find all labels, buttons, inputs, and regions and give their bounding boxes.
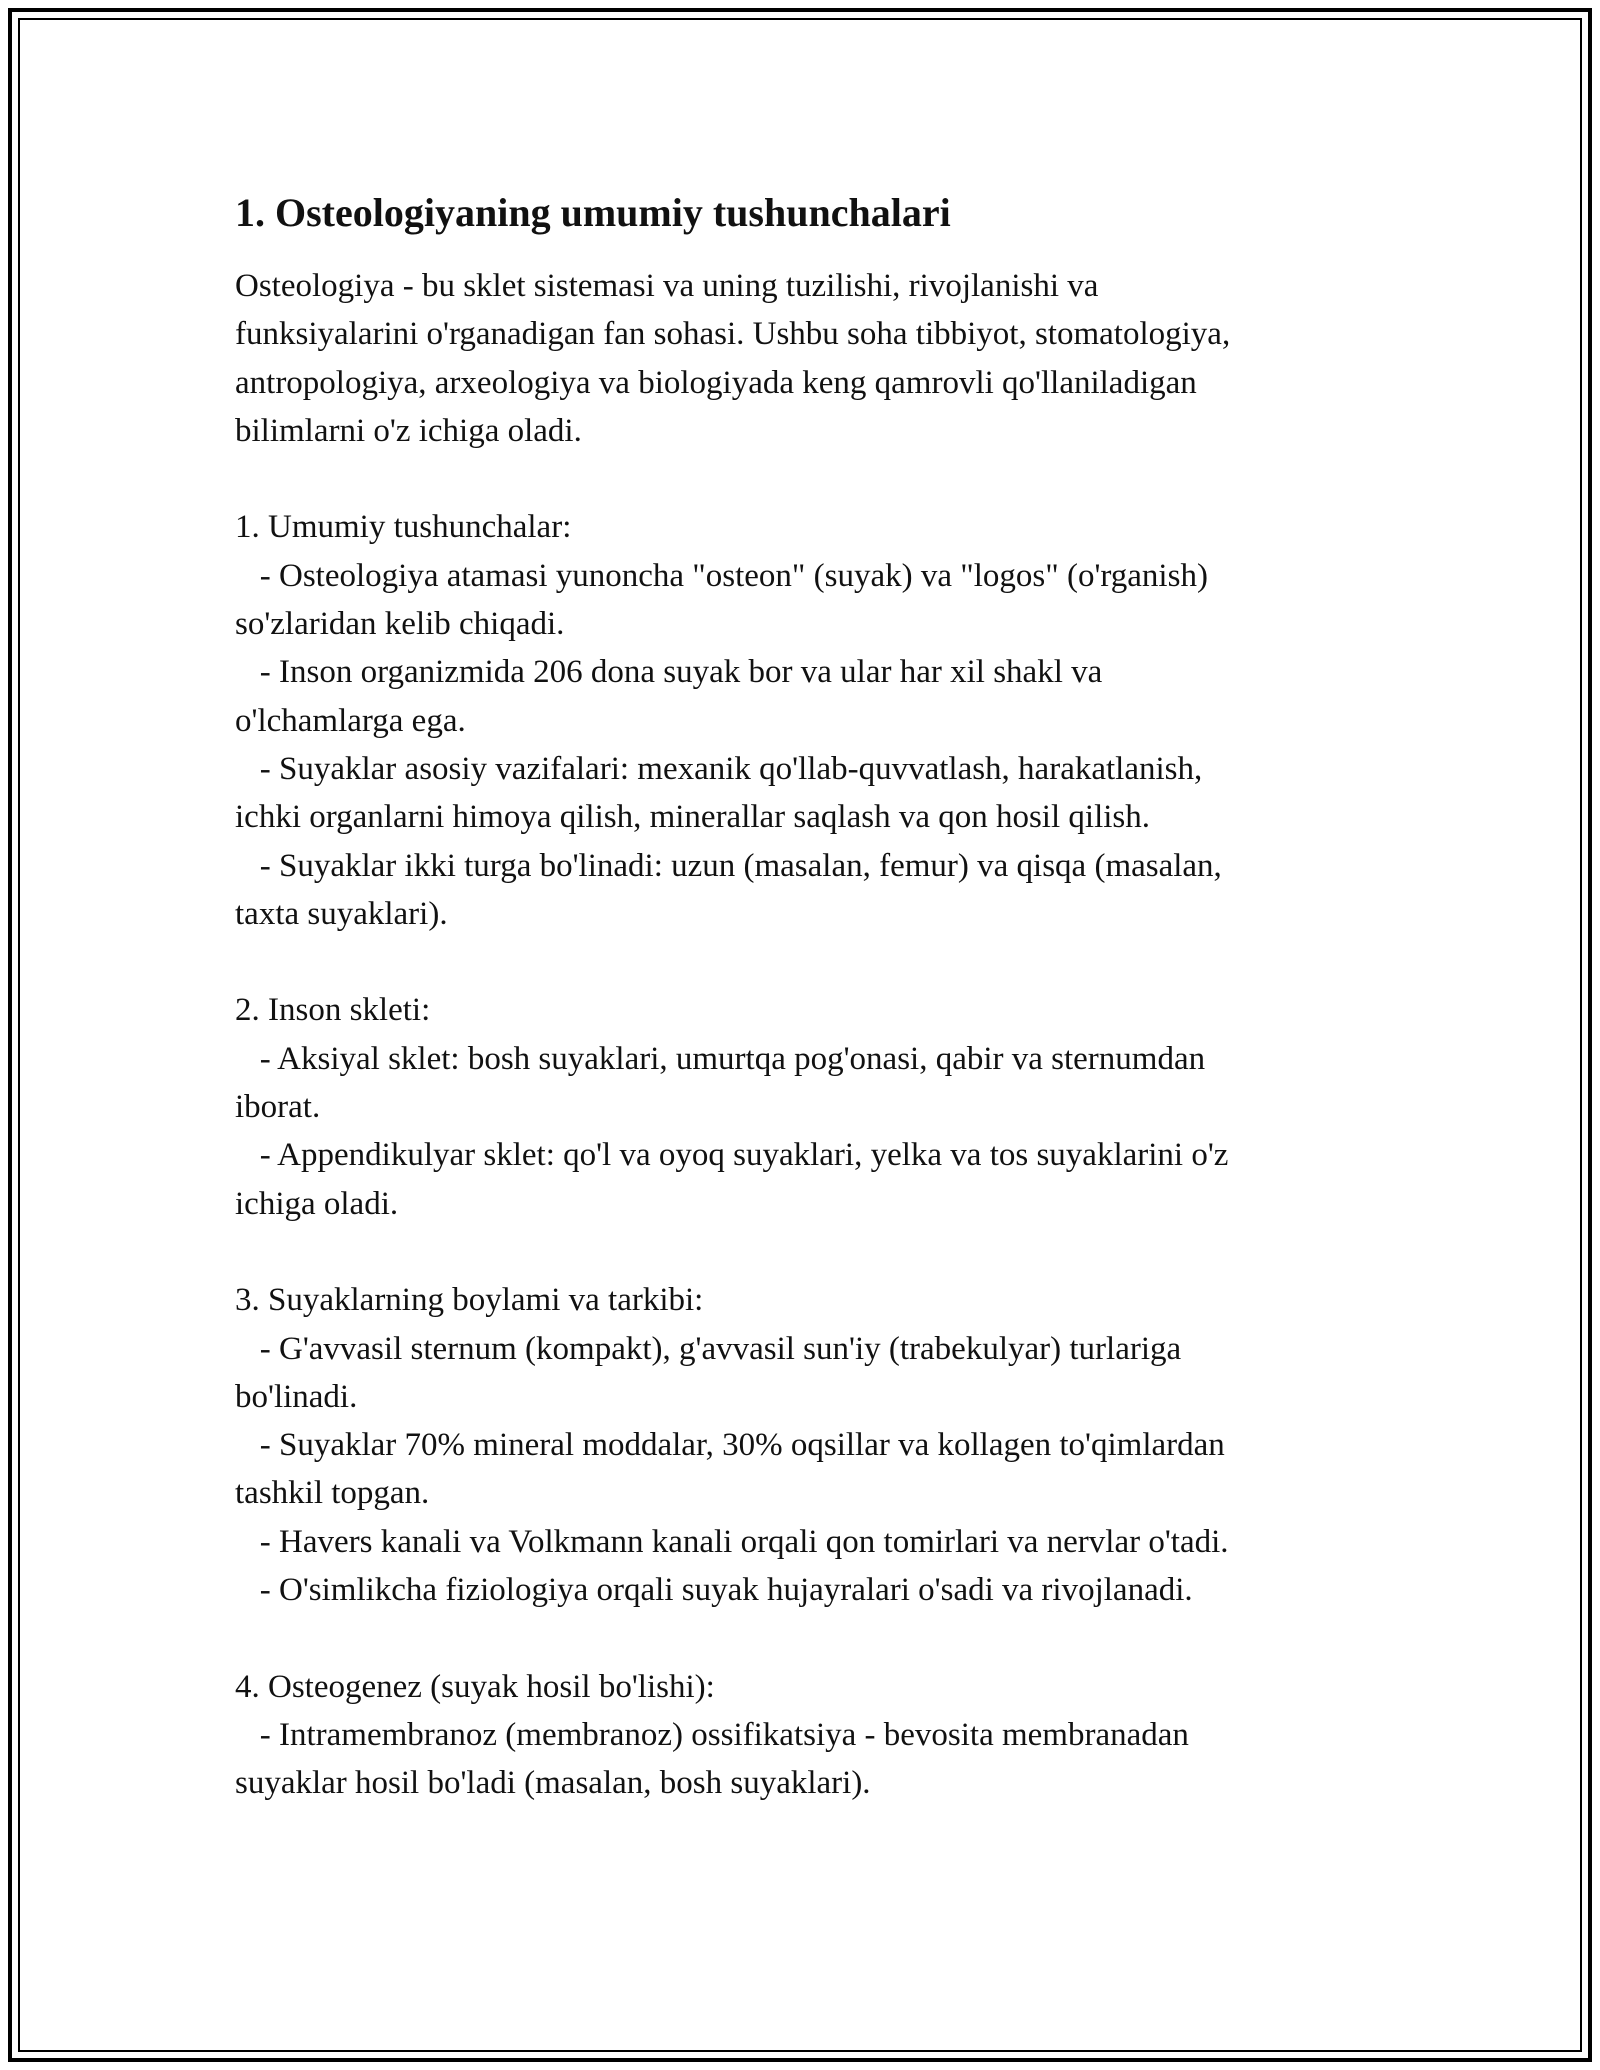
spacer [235, 1228, 1365, 1276]
spacer [235, 1614, 1365, 1662]
spacer [235, 455, 1365, 503]
list-item: - Intramembranoz (membranoz) ossifikatsiya - bevosita membranadan suyaklar hosil bo'ladi (masalan, bosh suyaklari). [235, 1716, 1189, 1802]
section-bone-composition [235, 1276, 1365, 1614]
section-heading: 3. Suyaklarning boylami va tarkibi: [235, 1282, 704, 1319]
document-body [235, 188, 1365, 1808]
list-item: - Suyaklar 70% mineral moddalar, 30% oqsillar va kollagen to'qimlardan tashkil topgan. [235, 1427, 1225, 1512]
intro-paragraph: Osteologiya - bu sklet sistemasi va uning tuzilishi, rivojlanishi va funksiyalarini o'rganadigan fan sohasi. Ushbu soha tibbiyot, stomatologiya, antropologiya, arxeologiya va biologiyada keng qamrovli qo'llaniladigan bilimlarni o'z ichiga oladi. [235, 268, 1231, 449]
list-item: - Inson organizmida 206 dona suyak bor va ular har xil shakl va o'lchamlarga ega. [235, 654, 1103, 739]
section-heading: 1. Umumiy tushunchalar: [235, 509, 572, 546]
spacer [235, 938, 1365, 986]
list-item: - O'simlikcha fiziologiya orqali suyak hujayralari o'sadi va rivojlanadi. [235, 1572, 1193, 1609]
section-general-concepts [235, 503, 1365, 938]
section-osteogenesis [235, 1663, 1365, 1808]
list-item: - G'avvasil sternum (kompakt), g'avvasil sun'iy (trabekulyar) turlariga bo'linadi. [235, 1330, 1182, 1415]
list-item: - Havers kanali va Volkmann kanali orqali qon tomirlari va nervlar o'tadi. [259, 1523, 1229, 1560]
list-item: - Osteologiya atamasi yunoncha "osteon" (suyak) va "logos" (o'rganish) so'zlaridan kelib chiqadi. [235, 557, 1208, 643]
section-heading: 2. Inson skleti: [235, 992, 431, 1029]
list-item: - Suyaklar ikki turga bo'linadi: uzun (masalan, femur) va qisqa (masalan, taxta suyaklari). [235, 847, 1222, 932]
document-title: 1. Osteologiyaning umumiy tushunchalari [235, 190, 951, 235]
list-item: - Suyaklar asosiy vazifalari: mexanik qo'llab-quvvatlash, harakatlanish, ichki organlarni himoya qilish, minerallar saqlash va qon hosil qilish. [235, 750, 1203, 836]
section-human-skeleton [235, 986, 1365, 1227]
section-heading: 4. Osteogenez (suyak hosil bo'lishi): [235, 1668, 715, 1705]
list-item: - Appendikulyar sklet: qo'l va oyoq suyaklari, yelka va tos suyaklarini o'z ichiga oladi. [235, 1137, 1229, 1222]
list-item: - Aksiyal sklet: bosh suyaklari, umurtqa pog'onasi, qabir va sternumdan iborat. [235, 1040, 1206, 1126]
